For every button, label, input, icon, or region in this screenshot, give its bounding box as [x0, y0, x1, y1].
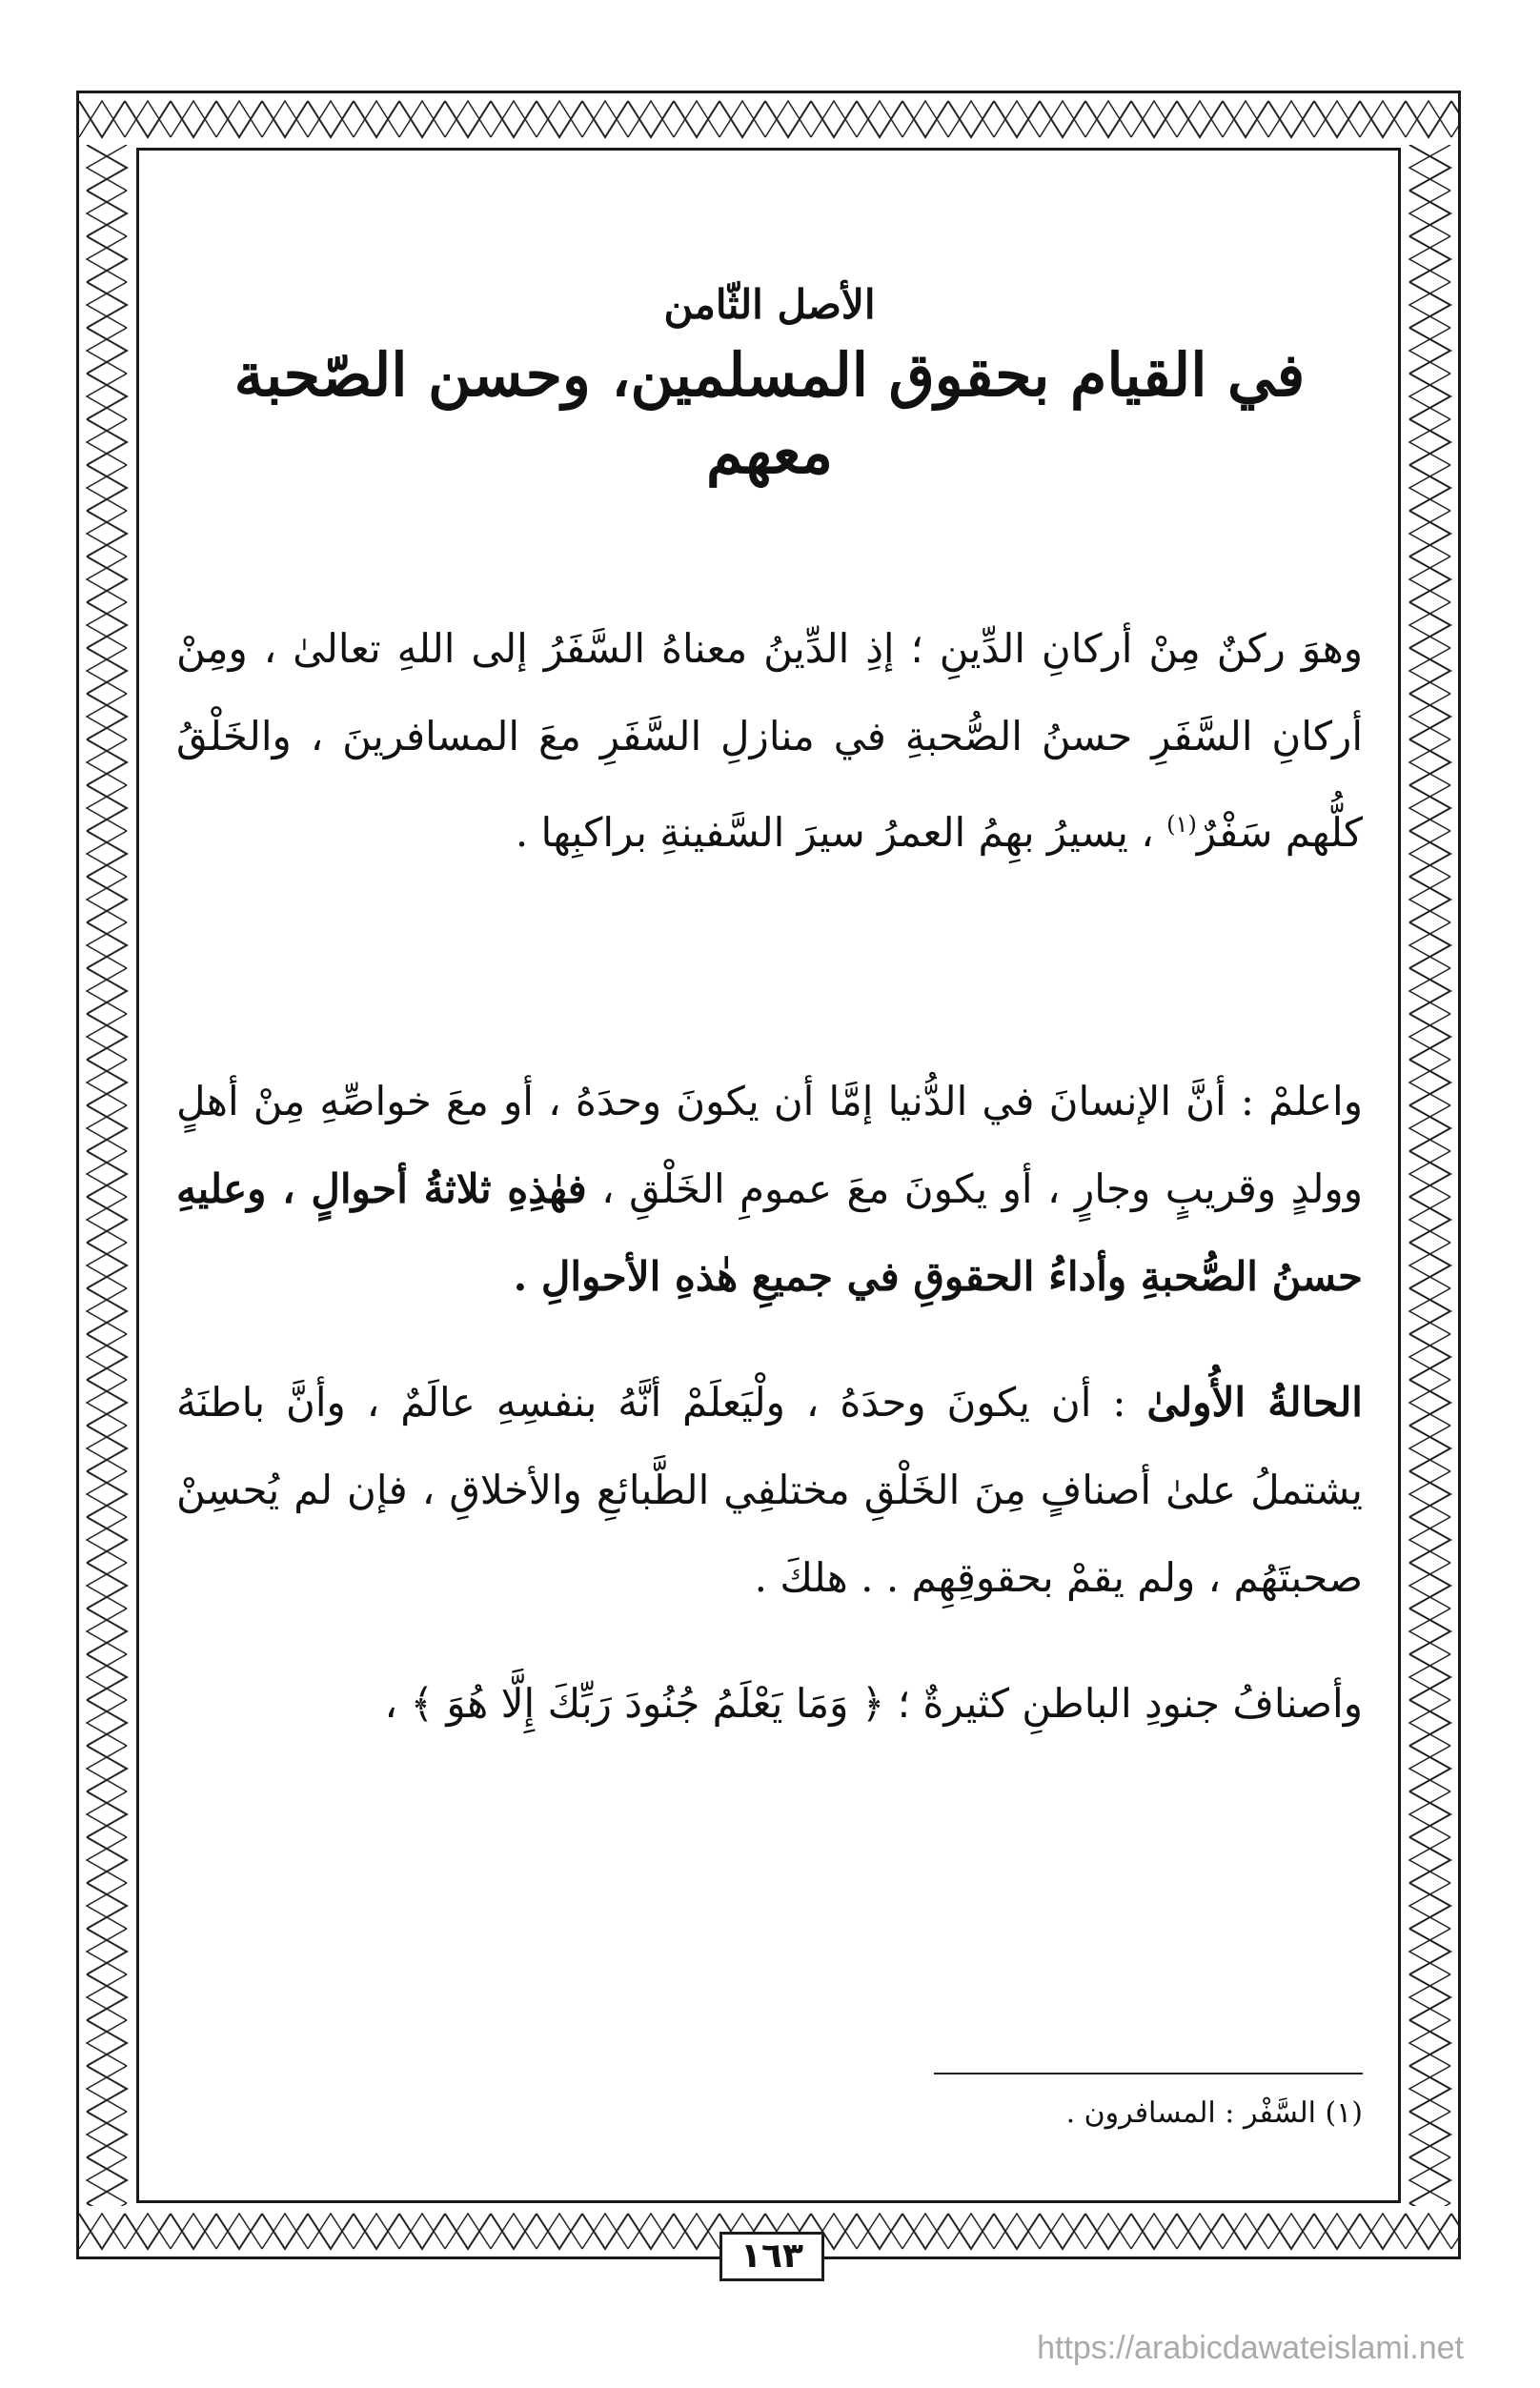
paragraph-1-text-a: وهوَ ركنٌ مِنْ أركانِ الدِّينِ ؛ إذِ الدِّينُ معناهُ السَّفَرُ إلى اللهِ تعالىٰ ، ومِنْ أركانِ السَّفَرِ حسنُ الصُّحبةِ في منازلِ السَّفَرِ معَ المسافرينَ ، والخَلْقُ كلُّهم سَفْرٌ	[176, 625, 1363, 857]
top-ornament-band	[79, 93, 1458, 145]
footnote-ref: (١)	[1166, 811, 1197, 839]
left-ornament-band	[79, 145, 134, 2206]
paragraph-4-text: وأصنافُ جنودِ الباطنِ كثيرةٌ ؛ ﴿ وَمَا يَعْلَمُ جُنُودَ رَبِّكَ إِلَّا هُوَ ﴾ ،	[384, 1680, 1363, 1728]
page-number: ١٦٣	[719, 2232, 824, 2281]
left-ornament	[79, 145, 134, 2206]
page-content	[176, 229, 1363, 2135]
right-ornament	[1402, 145, 1458, 2206]
paragraph-3-text: : أن يكونَ وحدَهُ ، ولْيَعلَمْ أنَّهُ بنفسِهِ عالَمٌ ، وأنَّ باطنَهُ يشتملُ علىٰ أصنافٍ مِنَ الخَلْقِ مختلفِي الطَّبائعِ والأخلاقِ ، فإن لم يُحسِنْ صحبتَهُم ، ولم يقمْ بحقوقِهِم . . هلكَ .	[176, 1379, 1363, 1602]
paragraph-2-bold: فهٰذِهِ ثلاثةُ أحوالٍ ، وعليهِ حسنُ الصُّحبةِ وأداءُ الحقوقِ في جميعِ هٰذهِ الأحوالِ .	[176, 1165, 1363, 1301]
footnote-divider	[934, 2073, 1363, 2074]
chapter-kicker: الأصل الثّامن	[663, 281, 876, 328]
paragraph-2-text-a: واعلمْ : أنَّ الإنسانَ في الدُّنيا إمَّا أن يكونَ وحدَهُ ، أو معَ خواصِّهِ مِنْ أهلٍ وولدٍ وقريبٍ وجارٍ ، أو يكونَ معَ عمومِ الخَلْقِ ،	[176, 1078, 1363, 1213]
paragraph-2	[176, 1058, 1363, 1321]
paragraph-1-text-b: ، يسيرُ بهِمُ العمرُ سيرَ السَّفينةِ براكبِها .	[515, 809, 1167, 857]
watermark-url: https://arabicdawateislami.net	[1037, 2330, 1464, 2366]
paragraph-3-heading: الحالةُ الأُولىٰ	[1146, 1379, 1363, 1427]
right-ornament-band	[1402, 145, 1458, 2206]
paragraph-1	[176, 605, 1363, 877]
paragraph-4	[176, 1660, 1363, 1748]
footnote: (١) السَّفْر : المسافرون .	[1065, 2096, 1363, 2130]
top-ornament	[79, 93, 1458, 145]
chapter-title: في القيام بحقوق المسلمين، وحسن الصّحبة معهم	[233, 340, 1306, 487]
paragraph-3	[176, 1359, 1363, 1622]
